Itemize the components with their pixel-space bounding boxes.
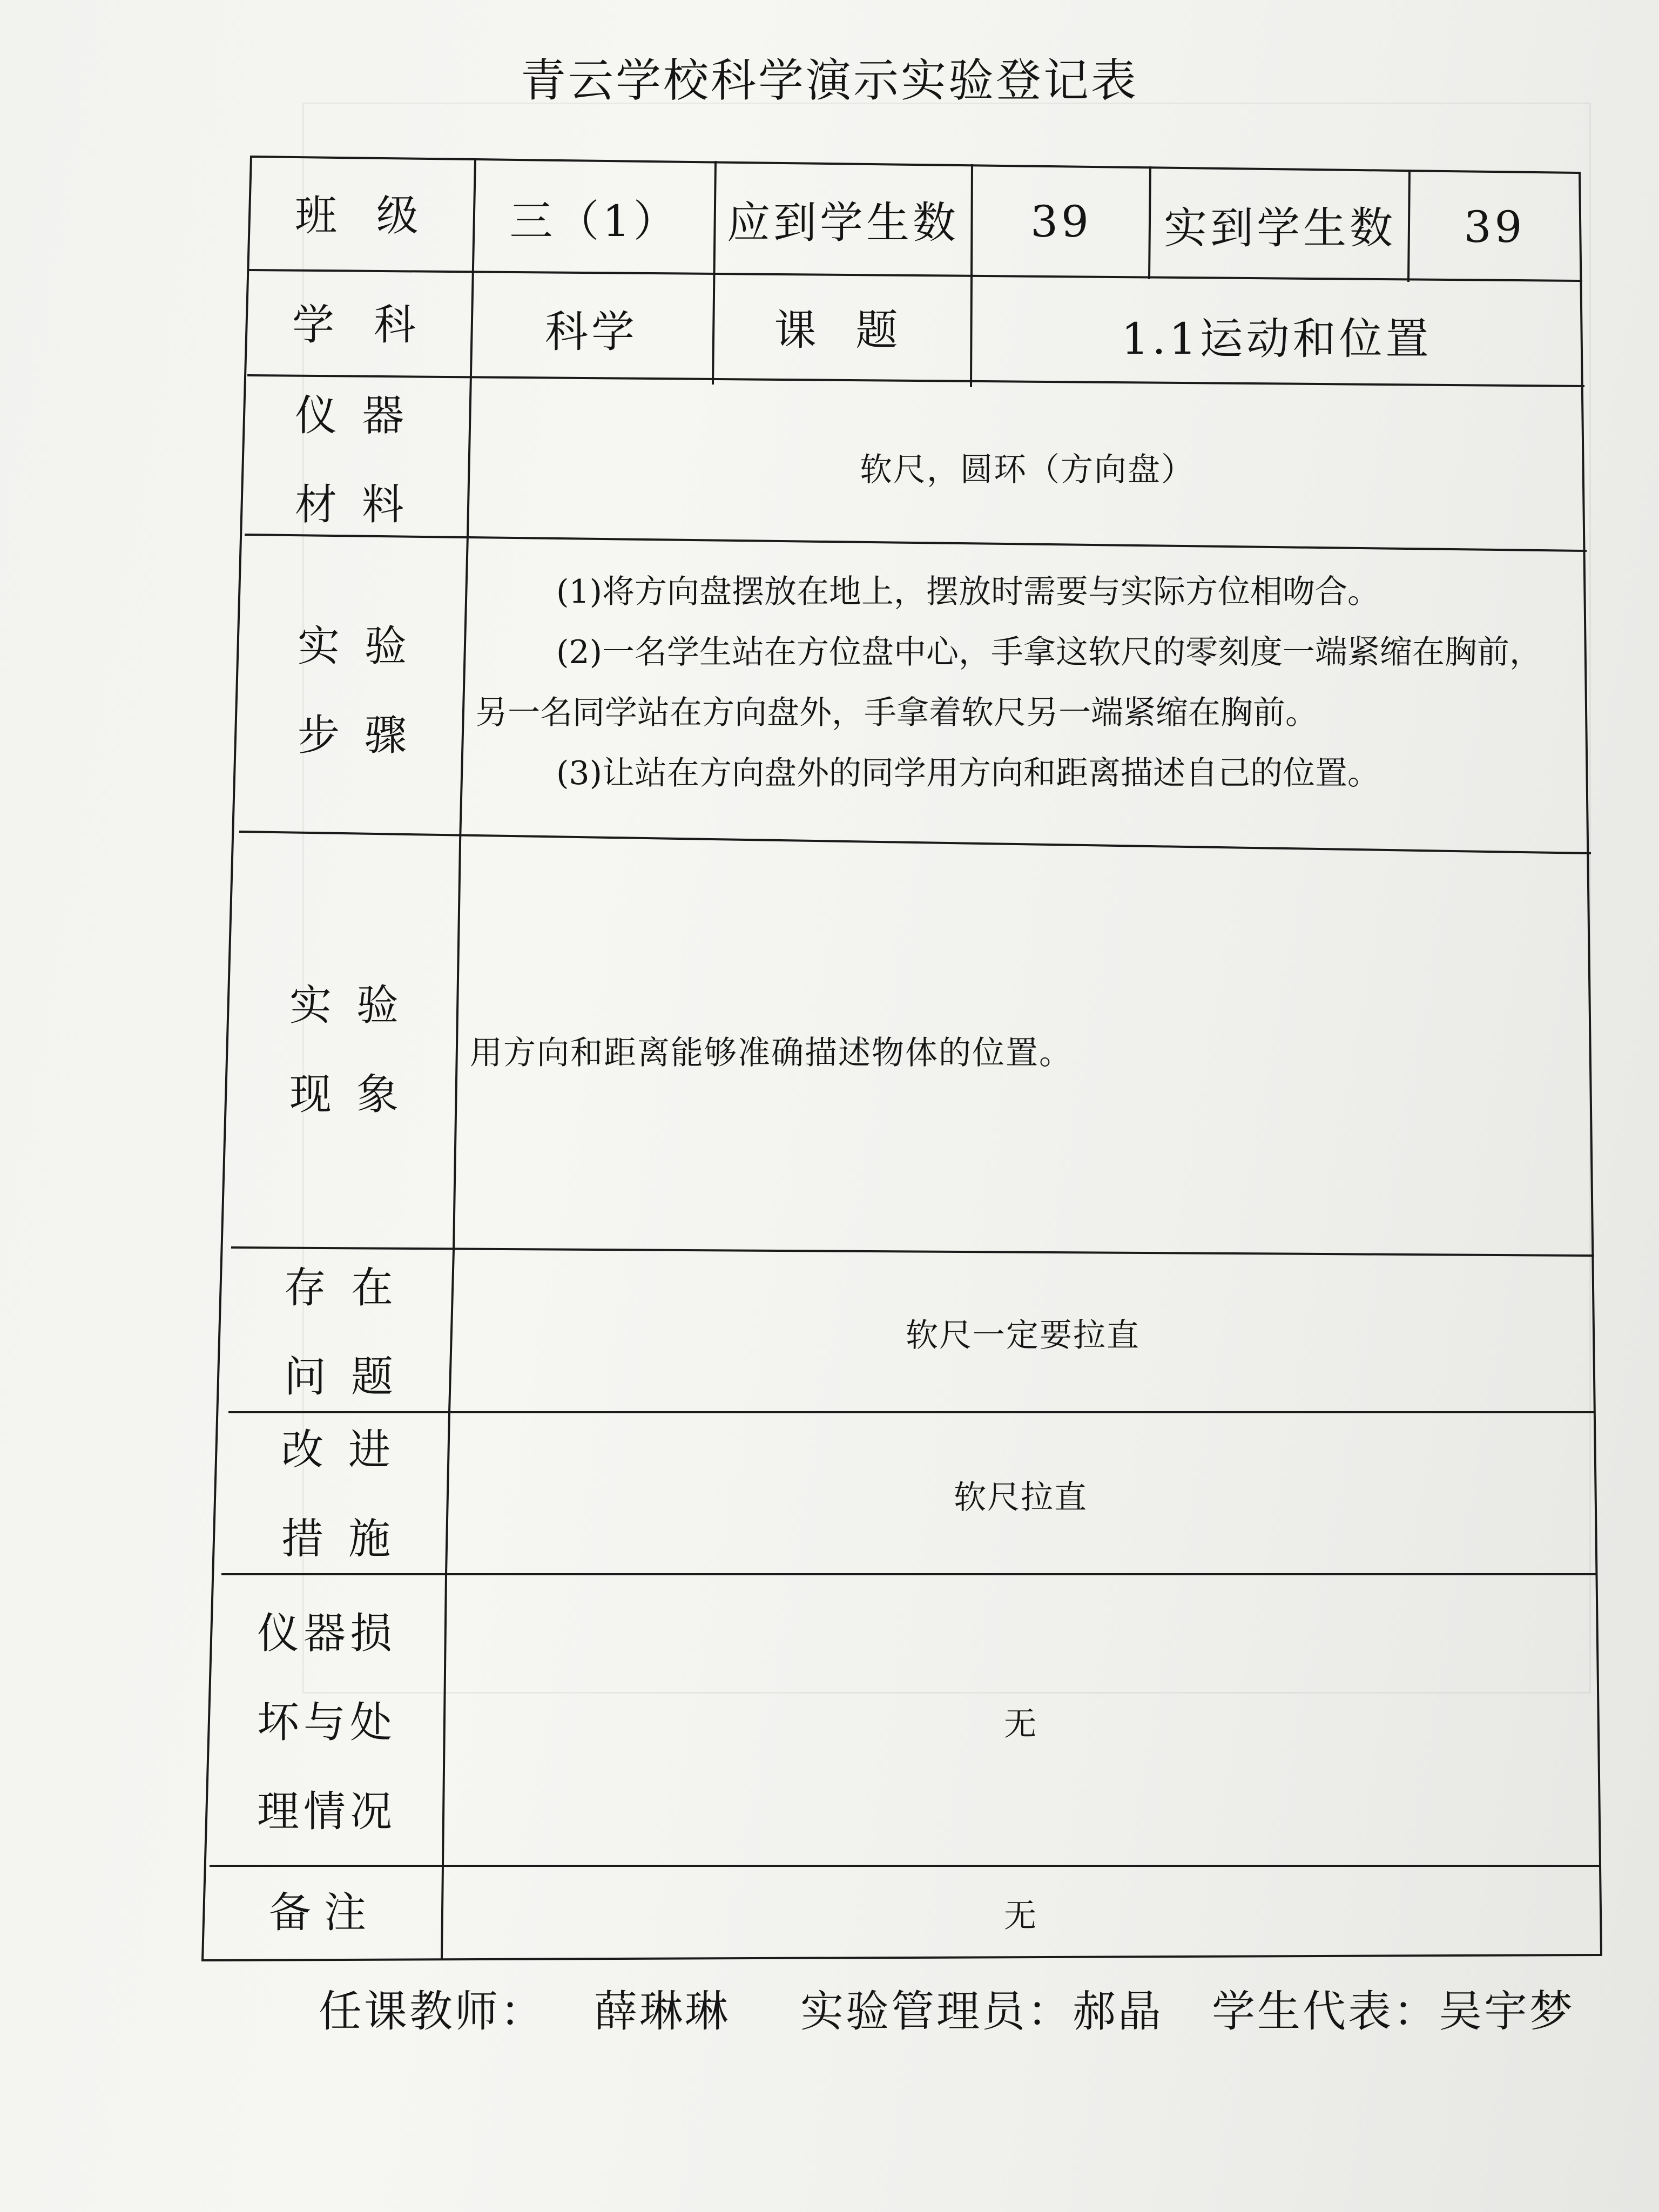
steps-label: 实验步骤 <box>297 622 431 760</box>
problems-label: 存在问题 <box>284 1263 418 1401</box>
improvement-value: 软尺拉直 <box>954 1478 1088 1516</box>
damage-label: 仪器损坏与处理情况 <box>257 1609 396 1836</box>
actual-students-label: 实到学生数 <box>1164 203 1396 253</box>
topic-value: 1.1运动和位置 <box>1121 313 1432 364</box>
subject-value: 科学 <box>545 307 638 357</box>
admin-label: 实验管理员： <box>800 1986 1073 2036</box>
topic-label: 课 题 <box>774 306 911 355</box>
remarks-label: 备注 <box>268 1889 379 1937</box>
materials-value: 软尺，圆环（方向盘） <box>860 451 1195 489</box>
class-value: 三（1） <box>509 196 680 246</box>
step-item-2: (2)一名学生站在方位盘中心，手拿这软尺的零刻度一端紧缩在胸前，另一名同学站在方向盘外，手拿着软尺另一端紧缩在胸前。 <box>475 633 1542 732</box>
student-rep-label: 学生代表： <box>1212 1986 1439 2036</box>
step-item-1: (1)将方向盘摆放在地上，摆放时需要与实际方位相吻合。 <box>556 573 1380 611</box>
signature-line <box>319 1977 1575 2039</box>
admin-name: 郝晶 <box>1073 1986 1163 2036</box>
subject-label: 学 科 <box>292 301 429 349</box>
expected-students-label: 应到学生数 <box>727 197 959 248</box>
steps-list <box>475 562 1550 804</box>
problems-value: 软尺一定要拉直 <box>906 1316 1140 1354</box>
materials-label: 仪器材料 <box>294 391 429 529</box>
phenomenon-value: 用方向和距离能够准确描述物体的位置。 <box>470 1034 1073 1072</box>
remarks-value: 无 <box>1004 1897 1037 1935</box>
teacher-label: 任课教师： <box>319 1986 545 2036</box>
phenomenon-label: 实验现象 <box>289 981 423 1119</box>
damage-value: 无 <box>1004 1705 1037 1743</box>
document-title: 青云学校科学演示实验登记表 <box>520 54 1138 107</box>
expected-students-value: 39 <box>1030 196 1092 247</box>
step-item-3: (3)让站在方向盘外的同学用方向和距离描述自己的位置。 <box>556 754 1380 792</box>
improvement-label: 改进措施 <box>281 1425 415 1563</box>
teacher-name: 薛琳琳 <box>594 1986 730 2036</box>
student-rep-name: 吴宇梦 <box>1439 1986 1575 2036</box>
actual-students-value: 39 <box>1464 201 1526 252</box>
class-label: 班 级 <box>295 191 431 240</box>
